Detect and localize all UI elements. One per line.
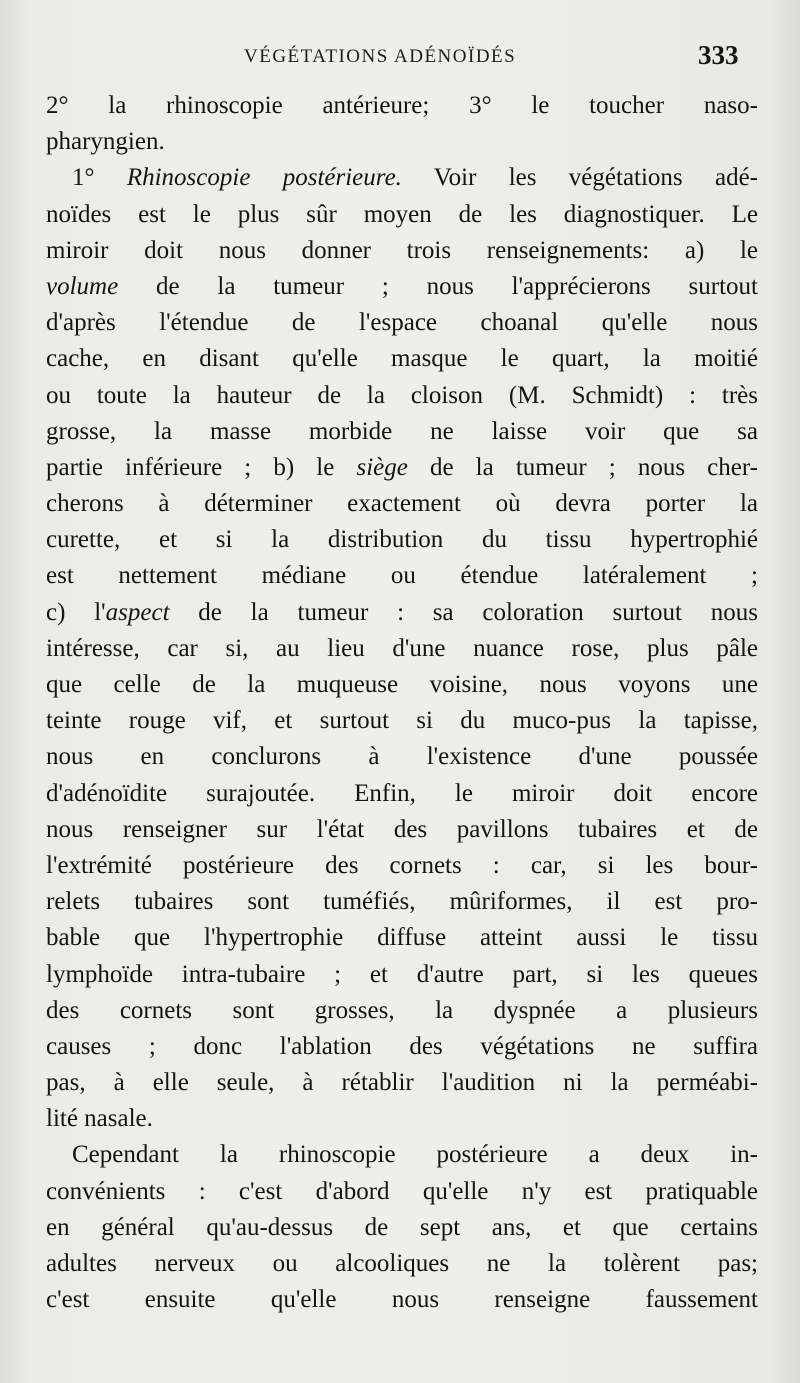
text-run: ou toute la hauteur de la cloison (M. Schmidt) : très — [46, 381, 758, 409]
page-number: 333 — [698, 40, 739, 70]
text-run: relets tubaires sont tuméfiés, mûriformes, il est pro- — [46, 888, 758, 916]
text-line — [46, 1065, 758, 1101]
text-run: des cornets sont grosses, la dyspnée a plusieurs — [46, 996, 758, 1024]
text-line — [46, 667, 758, 703]
text-run: partie inférieure ; b) le — [46, 453, 357, 481]
text-line — [46, 920, 758, 956]
body-text — [46, 88, 758, 1318]
text-line — [46, 703, 758, 739]
text-line — [46, 739, 758, 775]
italic-term: volume — [46, 272, 119, 300]
text-line — [46, 197, 758, 233]
text-run: que celle de la muqueuse voisine, nous voyons une — [46, 671, 758, 698]
running-title: VÉGÉTATIONS ADÉNOÏDÉS — [244, 46, 517, 67]
text-line — [46, 305, 758, 341]
text-run: nous renseigner sur l'état des pavillons tubaires et de — [46, 815, 758, 843]
text-line — [46, 341, 758, 377]
text-line — [46, 1282, 758, 1318]
text-line — [46, 1210, 758, 1246]
italic-term: aspect — [105, 598, 170, 626]
text-run: lymphoïde intra-tubaire ; et d'autre part, si les queues — [46, 960, 758, 988]
text-run: l'extrémité postérieure des cornets : car, si les bour- — [46, 851, 758, 879]
text-line — [46, 88, 758, 124]
text-run: cherons à déterminer exactement où devra porter la — [46, 490, 758, 518]
text-run: 2° la rhinoscopie antérieure; 3° le toucher naso- — [46, 92, 758, 119]
text-run: 1° — [72, 164, 127, 192]
text-run: teinte rouge vif, et surtout si du muco-pus la tapisse, — [46, 707, 758, 735]
text-run: d'après l'étendue de l'espace choanal qu'elle nous — [46, 309, 758, 337]
text-line — [46, 595, 758, 631]
text-run: d'adénoïdite surajoutée. Enfin, le miroir doit encore — [46, 779, 758, 807]
text-line — [46, 233, 758, 269]
text-run: Cependant la rhinoscopie postérieure a deux in- — [72, 1141, 758, 1169]
italic-term: Rhinoscopie postérieure. — [126, 164, 402, 192]
text-line — [46, 776, 758, 812]
text-run: pharyngien. — [46, 128, 165, 156]
text-line — [46, 631, 758, 667]
text-run: noïdes est le plus sûr moyen de les diagnostiquer. Le — [46, 200, 758, 228]
text-line — [46, 993, 758, 1029]
text-run: Voir les végétations adé- — [401, 164, 758, 192]
italic-term: siège — [356, 453, 408, 481]
text-run: de la tumeur ; nous l'apprécierons surtout — [118, 272, 758, 300]
text-line — [46, 1246, 758, 1282]
text-line — [46, 160, 758, 196]
running-head — [0, 40, 800, 80]
text-run: c'est ensuite qu'elle nous renseigne faussement — [46, 1286, 758, 1314]
text-line — [46, 450, 758, 486]
text-line — [46, 378, 758, 414]
text-run: pas, à elle seule, à rétablir l'audition ni la perméabi- — [46, 1069, 758, 1097]
text-line — [46, 1137, 758, 1173]
text-line — [46, 1174, 758, 1210]
text-run: nous en conclurons à l'existence d'une poussée — [46, 743, 758, 771]
text-line — [46, 884, 758, 920]
text-run: c) l' — [46, 598, 106, 626]
text-run: curette, et si la distribution du tissu hypertrophié — [46, 526, 758, 554]
text-run: en général qu'au-dessus de sept ans, et que certains — [46, 1213, 758, 1241]
text-line — [46, 558, 758, 594]
text-run: est nettement médiane ou étendue latéralement ; — [46, 562, 758, 590]
text-line — [46, 957, 758, 993]
text-run: cache, en disant qu'elle masque le quart, la moitié — [46, 345, 758, 373]
text-line — [46, 414, 758, 450]
text-line — [46, 124, 758, 160]
text-run: de la tumeur : sa coloration surtout nous — [169, 598, 758, 626]
text-line — [46, 486, 758, 522]
text-run: de la tumeur ; nous cher- — [407, 453, 759, 481]
text-run: intéresse, car si, au lieu d'une nuance rose, plus pâle — [46, 634, 758, 662]
text-run: bable que l'hypertrophie diffuse atteint aussi le tissu — [46, 924, 758, 952]
text-line — [46, 812, 758, 848]
text-line — [46, 269, 758, 305]
text-run: grosse, la masse morbide ne laisse voir que sa — [46, 417, 758, 445]
text-line — [46, 1029, 758, 1065]
text-run: miroir doit nous donner trois renseignements: a) le — [46, 236, 758, 264]
text-run: convénients : c'est d'abord qu'elle n'y est pratiquable — [46, 1177, 758, 1205]
text-line — [46, 522, 758, 558]
text-line — [46, 848, 758, 884]
text-run: lité nasale. — [46, 1105, 153, 1133]
text-run: adultes nerveux ou alcooliques ne la tolèrent pas; — [46, 1250, 758, 1277]
text-line — [46, 1101, 758, 1137]
text-run: causes ; donc l'ablation des végétations ne suffira — [46, 1032, 758, 1060]
